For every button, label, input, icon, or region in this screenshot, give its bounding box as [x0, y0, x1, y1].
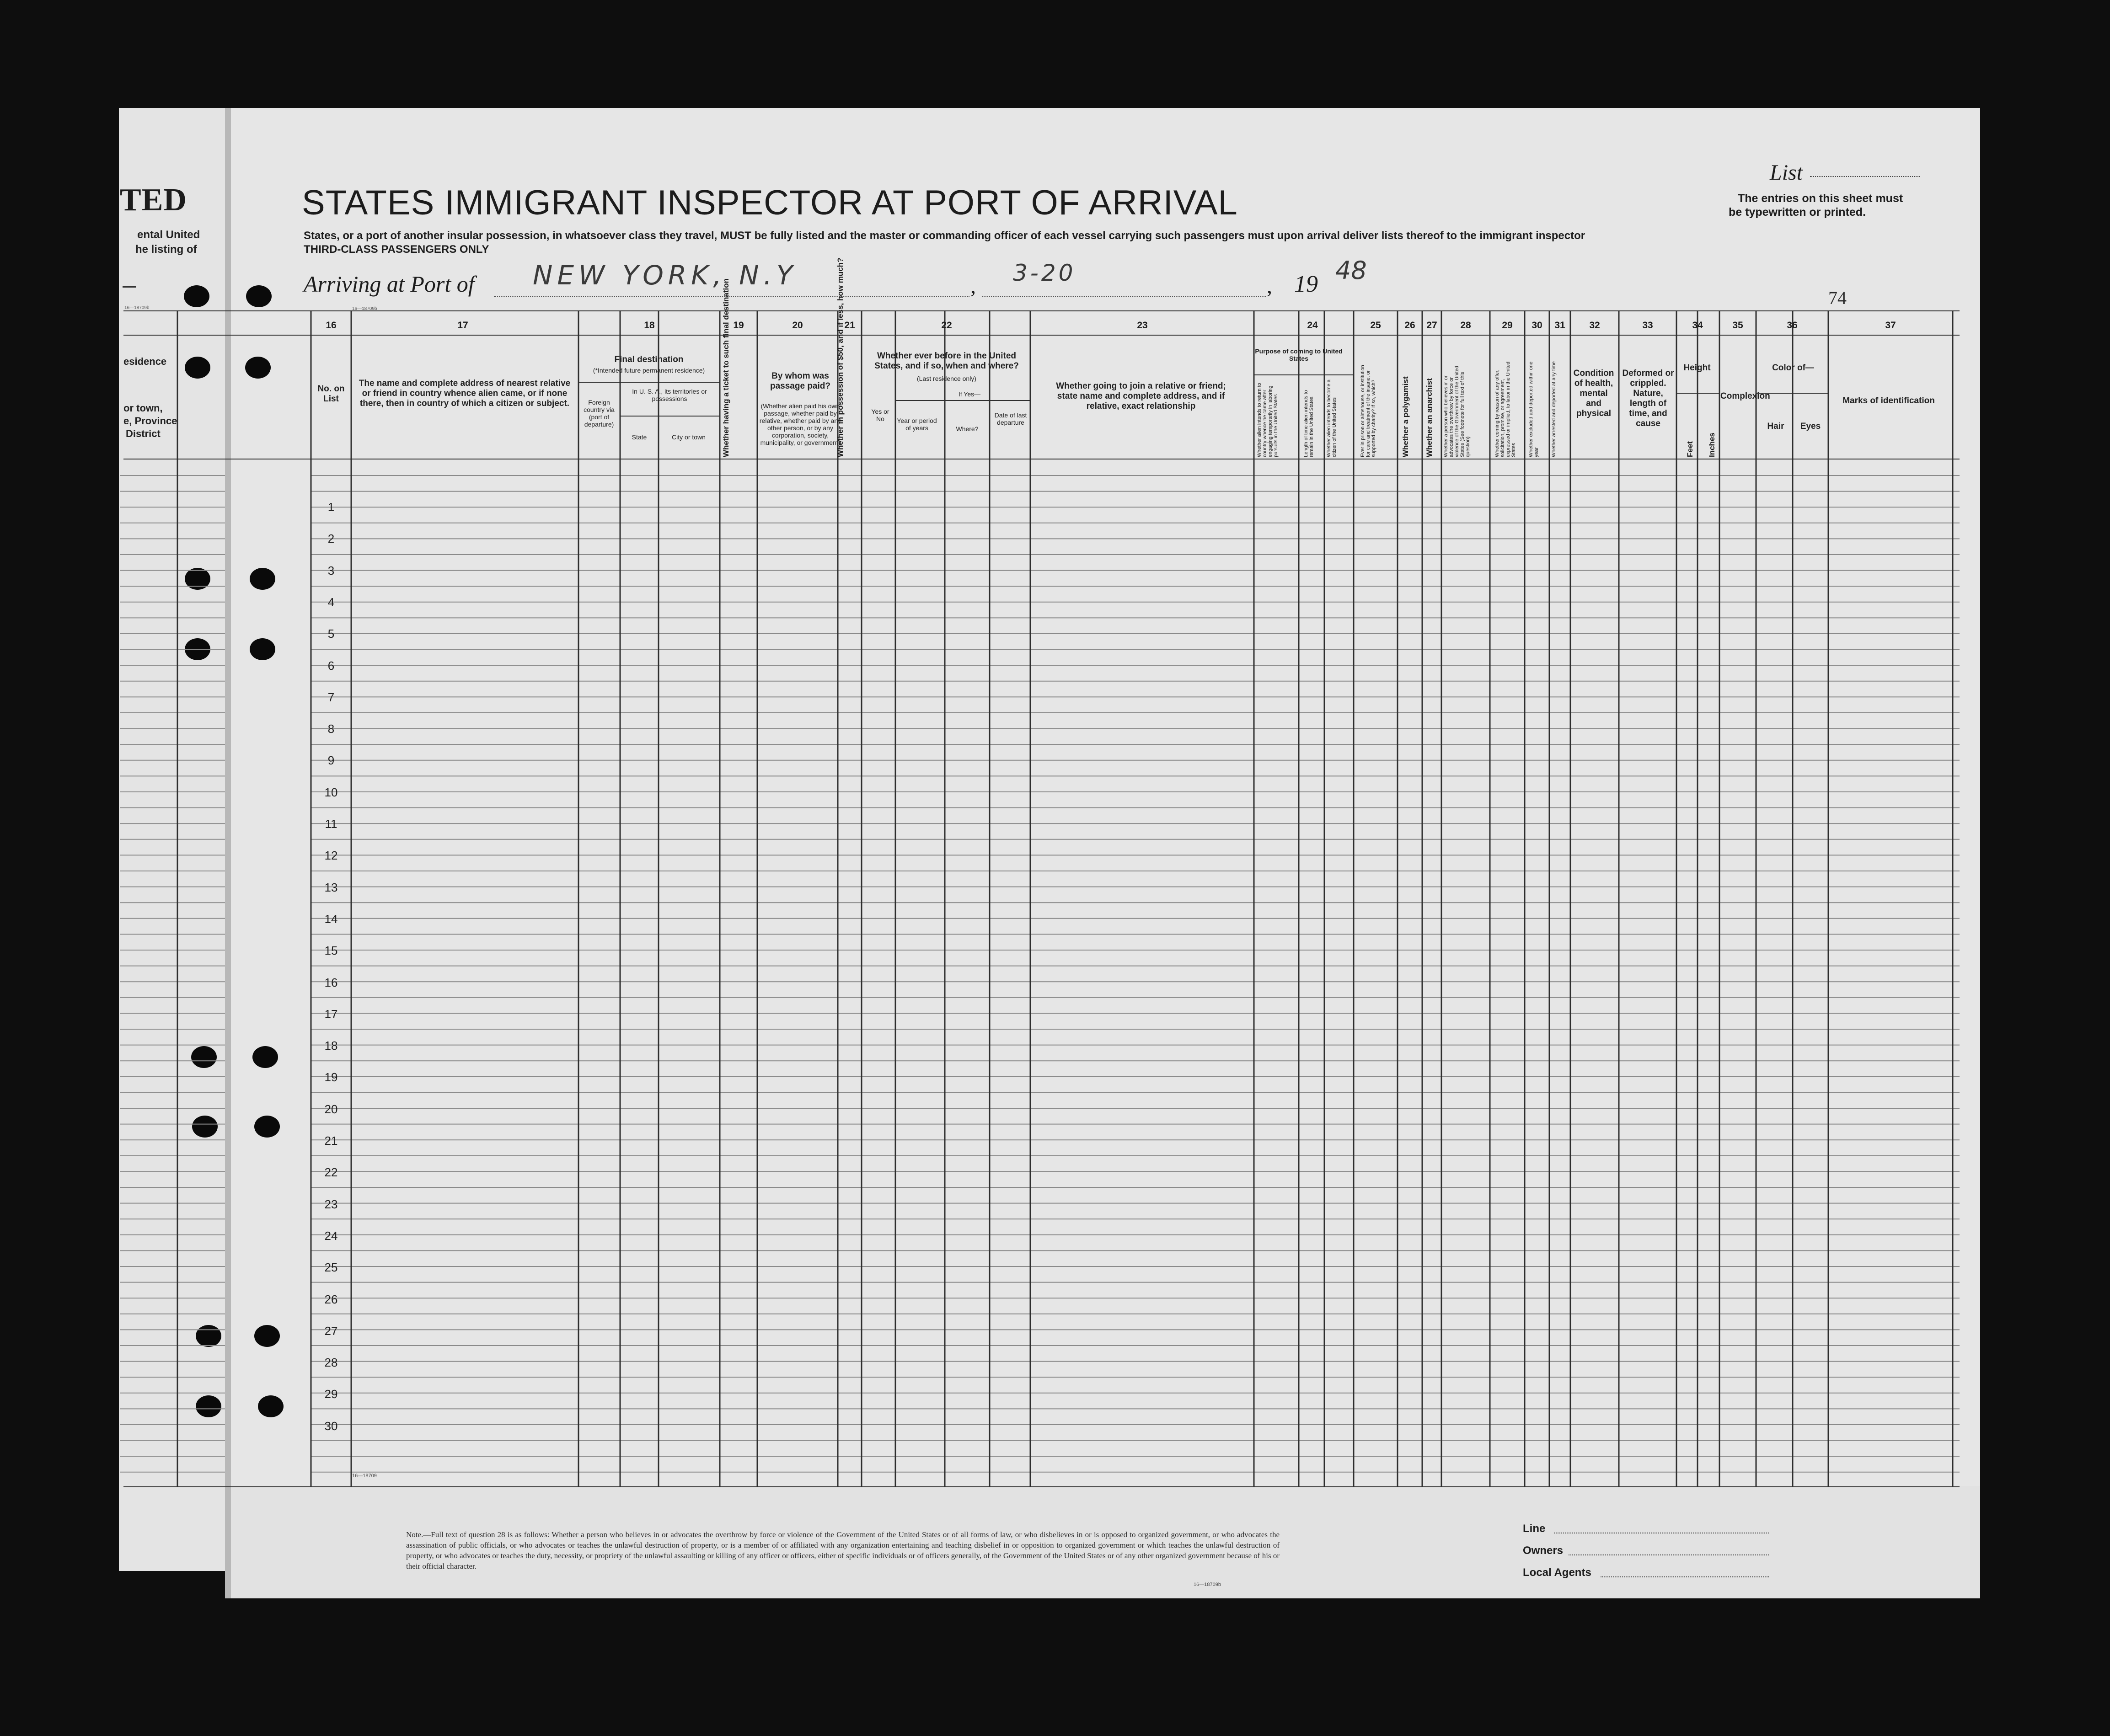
separator: ,: [970, 274, 976, 298]
passenger-class: THIRD-CLASS PASSENGERS ONLY: [304, 243, 489, 256]
row-number: 17: [324, 1007, 338, 1021]
list-label: List: [1770, 160, 1803, 185]
col34-header: Height: [1683, 363, 1711, 373]
entries-note: be typewritten or printed.: [1729, 206, 1866, 219]
column-number: 21: [844, 320, 855, 331]
col36-hair: Hair: [1767, 422, 1784, 431]
form-code: 16—18709b: [1194, 1582, 1221, 1587]
col34-feet: Feet: [1686, 441, 1694, 457]
column-number: 17: [457, 320, 468, 331]
agents-label: Local Agents: [1523, 1566, 1591, 1579]
col20-header: By whom was passage paid?: [770, 371, 830, 391]
col16-header: No. on List: [317, 384, 345, 404]
col24b-header: Length of time alien intends to remain in the United States: [1303, 390, 1314, 457]
row-number: 23: [324, 1197, 338, 1211]
row-number: 3: [327, 563, 335, 577]
left-strip-header: esidence: [123, 356, 167, 367]
column-number: 29: [1502, 320, 1513, 331]
row-number: 5: [327, 627, 335, 641]
port-handwritten: NEW YORK, N.Y: [533, 260, 798, 291]
column-number: 19: [733, 320, 744, 331]
column-number: 23: [1137, 320, 1148, 331]
row-number: 8: [327, 722, 335, 736]
column-number: 34: [1692, 320, 1703, 331]
col26-header: Whether a polygamist: [1401, 376, 1410, 457]
column-number: 26: [1404, 320, 1415, 331]
col27-header: Whether an anarchist: [1425, 378, 1434, 457]
column-number: 27: [1426, 320, 1437, 331]
col18-city: City or town: [672, 433, 706, 441]
column-number: 36: [1787, 320, 1798, 331]
col22-year: Year or period of years: [897, 417, 937, 432]
left-strip-title: TED: [120, 182, 187, 218]
column-number: 35: [1732, 320, 1743, 331]
year-handwritten: 48: [1335, 256, 1367, 285]
column-number: 24: [1307, 320, 1318, 331]
date-handwritten: 3-20: [1013, 260, 1076, 286]
col24c-header: Whether alien intends to become a citizen of the United States: [1326, 379, 1337, 457]
col22-ifyes: If Yes—: [958, 390, 981, 398]
col36-header: Color of—: [1772, 363, 1814, 373]
row-number: 4: [327, 595, 335, 609]
line-label: Line: [1523, 1522, 1546, 1535]
col22-yesno: Yes or No: [871, 408, 889, 422]
separator: ,: [1267, 274, 1272, 298]
col36-eyes: Eyes: [1800, 422, 1821, 431]
form-code: 16—18709b: [124, 305, 150, 310]
left-strip-line: he listing of: [135, 243, 197, 256]
row-number: 24: [324, 1229, 338, 1243]
col19-header: Whether having a ticket to such final destination: [722, 278, 730, 457]
row-number: 29: [324, 1387, 338, 1401]
col24-header: Purpose of coming to United States: [1255, 347, 1343, 362]
column-number: 25: [1370, 320, 1381, 331]
col31-header: Whether arrested and deported at any time: [1551, 361, 1557, 457]
col22-where: Where?: [956, 425, 979, 433]
col17-header: The name and complete address of nearest relative or friend in country whence alien came, or if none there, then in country of which a citizen or subject.: [359, 379, 571, 408]
row-number: 6: [327, 658, 335, 673]
col18-foreign: Foreign country via (port of departure): [584, 399, 615, 428]
page-title: STATES IMMIGRANT INSPECTOR AT PORT OF ARRIVAL: [302, 183, 1238, 222]
col29-header: Whether coming by reason of any offer, solicitation, promise, or agreement, expressed or implied, to labor in the United States: [1494, 361, 1516, 457]
form-code: 16—18709: [352, 1473, 377, 1479]
row-number: 27: [324, 1324, 338, 1338]
form-code: 16—18709b: [352, 306, 377, 311]
page-number: 74: [1828, 288, 1847, 308]
row-number: 20: [324, 1102, 338, 1116]
column-number: 33: [1642, 320, 1653, 331]
column-number: 22: [941, 320, 952, 331]
row-number: 21: [324, 1134, 338, 1148]
col28-header: Whether a person who believes in or advocates the overthrow by force or violence of the Government of the United States (See footnote for full text of this question): [1443, 366, 1471, 457]
col37-header: Marks of identification: [1842, 396, 1935, 406]
col21-header: Whether in possession of $50, and if less, how much?: [836, 257, 845, 457]
row-number: 9: [327, 753, 335, 768]
col18-header: Final destination: [614, 355, 684, 364]
row-number: 28: [324, 1356, 338, 1370]
column-number: 20: [792, 320, 803, 331]
row-number: 26: [324, 1292, 338, 1306]
col30-header: Whether excluded and deported within one year: [1528, 361, 1539, 457]
row-number: 13: [324, 880, 338, 894]
row-number: 22: [324, 1165, 338, 1180]
row-number: 18: [324, 1039, 338, 1053]
col18-state: State: [632, 433, 647, 441]
row-number: 12: [324, 849, 338, 863]
column-number: 30: [1532, 320, 1542, 331]
row-number: 16: [324, 975, 338, 989]
col18-subheader: (*Intended future permanent residence): [593, 367, 705, 374]
instructions-text: States, or a port of another insular possession, in whatsoever class they travel, MUST be fully listed and the master or commanding officer of each vessel carrying such passengers must upon arrival deliver lists thereof to the immigrant inspector: [304, 230, 1585, 242]
left-strip-line: ental United: [137, 229, 200, 241]
owners-label: Owners: [1523, 1544, 1564, 1557]
row-number: 19: [324, 1070, 338, 1084]
col22-header: Whether ever before in the United States, and if so, when and where?: [874, 351, 1019, 371]
agents-field: [1601, 1576, 1769, 1577]
col35-header: Complexion: [1720, 391, 1770, 401]
col22-subheader: (Last residence only): [917, 375, 976, 382]
row-number: 2: [327, 532, 335, 546]
left-strip-header: e, Province: [123, 415, 177, 427]
row-number: 30: [324, 1419, 338, 1433]
column-number: 16: [326, 320, 337, 331]
row-number: 15: [324, 944, 338, 958]
col25-header: Ever in prison or almshouse, or institution for care and treatment of the insane, or supported by charity? If so, which?: [1360, 365, 1376, 457]
owners-field: [1569, 1554, 1769, 1555]
column-number: 32: [1589, 320, 1600, 331]
row-number: 14: [324, 912, 338, 926]
column-number: 37: [1885, 320, 1896, 331]
col20-subheader: (Whether alien paid his own passage, whether paid by relative, whether paid by any other person, or by any corporation, society, municipality, or government): [759, 402, 841, 446]
footnote-text: Note.—Full text of question 28 is as follows: Whether a person who believes in or advocates the overthrow by force or violence of the Government of the United States or of all forms of law, or who disbelieves in or is opposed to organized government, or who advocates the assassination of public officials, or who advocates or teaches the unlawful destruction of property, or is a member of or affiliated with any organization entertaining and teaching disbelief in or opposition to organized government or which teaches the unlawful destruction of property, or who advocates or teaches the duty, necessity, or propriety of the unlawful assaulting or killing of any officer or officers, either of specific individuals or of officers generally, of the Government of the United States or of any other organized government because of his or their official character.: [406, 1530, 1280, 1570]
col32-header: Condition of health, mental and physical: [1573, 369, 1614, 418]
row-number: 7: [327, 690, 335, 704]
col34-inches: Inches: [1708, 433, 1716, 457]
row-number: 1: [327, 500, 335, 514]
left-strip-header: or town,: [123, 402, 163, 414]
col22-date: Date of last departure: [994, 411, 1027, 426]
left-strip-header: District: [126, 428, 161, 439]
column-number: 31: [1554, 320, 1565, 331]
arriving-label: Arriving at Port of: [304, 271, 475, 297]
col33-header: Deformed or crippled. Nature, length of time, and cause: [1622, 369, 1674, 428]
row-number: 25: [324, 1261, 338, 1275]
column-number: 28: [1460, 320, 1471, 331]
year-printed: 19: [1294, 271, 1318, 297]
row-number: 10: [324, 785, 338, 799]
col18-usa: In U. S. A., its territories or possessions: [632, 388, 707, 402]
entries-note: The entries on this sheet must: [1738, 192, 1903, 205]
row-number: 11: [325, 817, 337, 831]
col23-header: Whether going to join a relative or friend; state name and complete address, and if relative, exact relationship: [1056, 381, 1226, 411]
column-number: 18: [644, 320, 655, 331]
col24a-header: Whether alien intends to return to country whence he came after engaging temporarily in laboring pursuits in the United States: [1257, 383, 1279, 457]
